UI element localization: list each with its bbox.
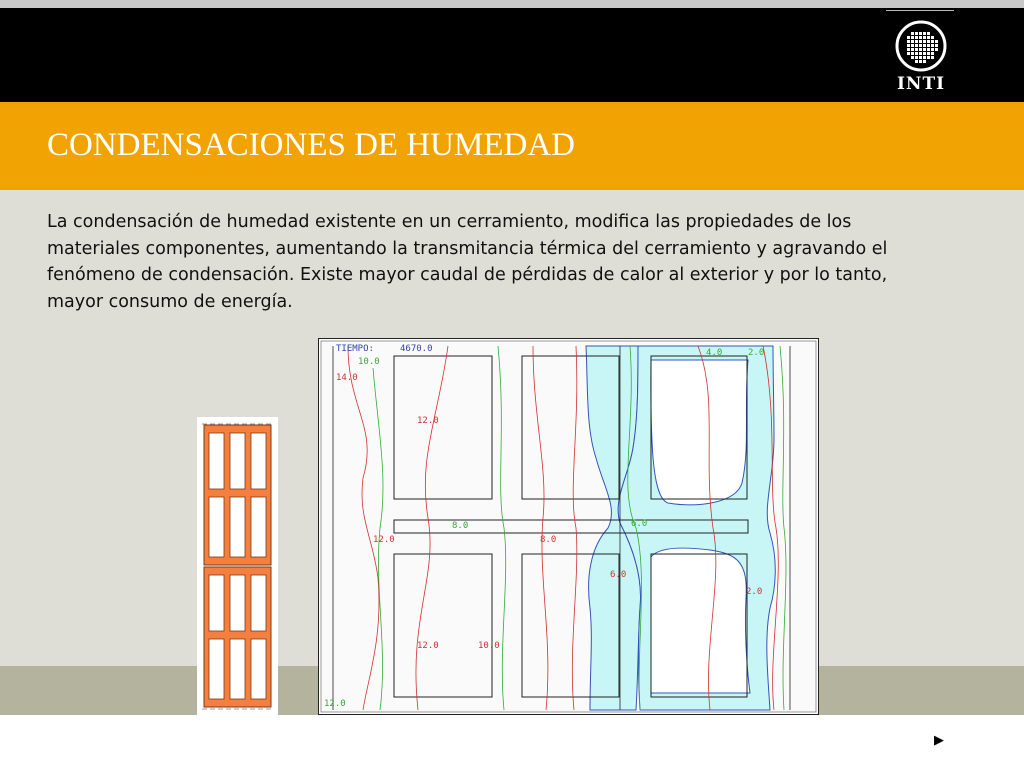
emblem-dot — [935, 48, 938, 51]
wall-section-diagram — [197, 417, 278, 715]
emblem-dot — [907, 48, 910, 51]
emblem-dot — [923, 60, 926, 63]
emblem-dot — [911, 48, 914, 51]
isoline-label: 10.0 — [358, 357, 380, 367]
emblem-dot — [915, 48, 918, 51]
isoline-label: 12.0 — [417, 641, 439, 651]
emblem-dot — [919, 52, 922, 55]
brick-cavity — [230, 575, 245, 631]
emblem-dot — [919, 48, 922, 51]
emblem-dot — [931, 52, 934, 55]
isoline-label: 4.0 — [706, 348, 723, 358]
brick-cavity — [251, 497, 266, 557]
brick-cavity — [251, 433, 266, 489]
emblem-dot — [931, 44, 934, 47]
emblem-dot — [931, 48, 934, 51]
isoline-label: 10.0 — [478, 641, 500, 651]
brick-cavity — [230, 639, 245, 699]
slide-body-text: La condensación de humedad existente en un cerramiento, modifica las propiedades de los materiales componentes, aumentando la transmitancia térmica del cerramiento y agravando el fenómeno de condensación. Existe mayor caudal de pérdidas de calor al exterior y por lo tanto, mayor consumo de energía. — [47, 212, 888, 312]
plot-time-value: 4670.0 — [400, 344, 433, 354]
emblem-dot — [911, 52, 914, 55]
isoline-label: 14.0 — [336, 373, 358, 383]
emblem-dot — [927, 48, 930, 51]
brick-cavity — [209, 433, 224, 489]
isoline-label: 8.0 — [452, 521, 469, 531]
emblem-dot — [919, 60, 922, 63]
emblem-dot — [923, 44, 926, 47]
emblem-dot — [915, 60, 918, 63]
brick-cavity — [209, 639, 224, 699]
emblem-dot — [907, 52, 910, 55]
logo-text: INTI — [896, 74, 946, 94]
isoline-label: 12.0 — [373, 535, 395, 545]
emblem-dot — [911, 32, 914, 35]
brick-cavity — [230, 497, 245, 557]
emblem-dot — [915, 44, 918, 47]
emblem-dot — [915, 36, 918, 39]
emblem-dot — [919, 36, 922, 39]
isoline-label: 8.0 — [540, 535, 557, 545]
emblem-dot — [907, 36, 910, 39]
header-bar — [0, 8, 1024, 102]
brick-cavity — [209, 575, 224, 631]
emblem-dot — [923, 32, 926, 35]
slide-title: CONDENSACIONES DE HUMEDAD — [47, 127, 575, 163]
emblem-dot — [927, 36, 930, 39]
brick-cavity — [230, 433, 245, 489]
emblem-dot — [923, 56, 926, 59]
emblem-dot — [919, 44, 922, 47]
emblem-dot — [927, 44, 930, 47]
plot-time-label: TIEMPO: — [336, 344, 374, 354]
emblem-dot — [935, 40, 938, 43]
emblem-dot — [923, 48, 926, 51]
emblem-dot — [923, 40, 926, 43]
play-arrow-icon: ▶ — [934, 733, 944, 748]
emblem-dot — [911, 40, 914, 43]
logo-rule — [886, 10, 954, 11]
condensation-simulation-plot — [318, 338, 819, 715]
brick-cavity — [209, 497, 224, 557]
dry-cavity-bottom — [651, 548, 750, 693]
dry-cavity-top — [651, 360, 748, 505]
emblem-dot — [911, 44, 914, 47]
emblem-dot — [927, 52, 930, 55]
emblem-dot — [915, 56, 918, 59]
emblem-dot — [931, 40, 934, 43]
top-strip — [0, 0, 1024, 8]
emblem-dot — [931, 36, 934, 39]
emblem-dot — [915, 52, 918, 55]
emblem-dot — [907, 44, 910, 47]
emblem-dot — [907, 40, 910, 43]
next-slide-button[interactable] — [934, 733, 944, 748]
emblem-dot — [927, 40, 930, 43]
emblem-dot — [931, 56, 934, 59]
isoline-label: 2.0 — [746, 587, 763, 597]
isoline-label: 6.0 — [610, 570, 627, 580]
emblem-dot — [919, 56, 922, 59]
emblem-dot — [915, 32, 918, 35]
emblem-dot — [927, 56, 930, 59]
inti-logo — [886, 10, 956, 96]
emblem-dot — [915, 40, 918, 43]
isoline-label: 2.0 — [748, 348, 765, 358]
emblem-dot — [919, 40, 922, 43]
emblem-dot — [919, 32, 922, 35]
brick-cavity — [251, 575, 266, 631]
isoline-label: 6.0 — [631, 519, 648, 529]
isoline-label: 12.0 — [324, 699, 346, 709]
emblem-dot — [911, 56, 914, 59]
emblem-dot — [911, 36, 914, 39]
inti-emblem-icon — [895, 20, 947, 72]
emblem-dot — [927, 32, 930, 35]
emblem-dot — [923, 36, 926, 39]
emblem-dot — [923, 52, 926, 55]
emblem-dot — [935, 44, 938, 47]
isoline-label: 12.0 — [417, 416, 439, 426]
brick-cavity — [251, 639, 266, 699]
